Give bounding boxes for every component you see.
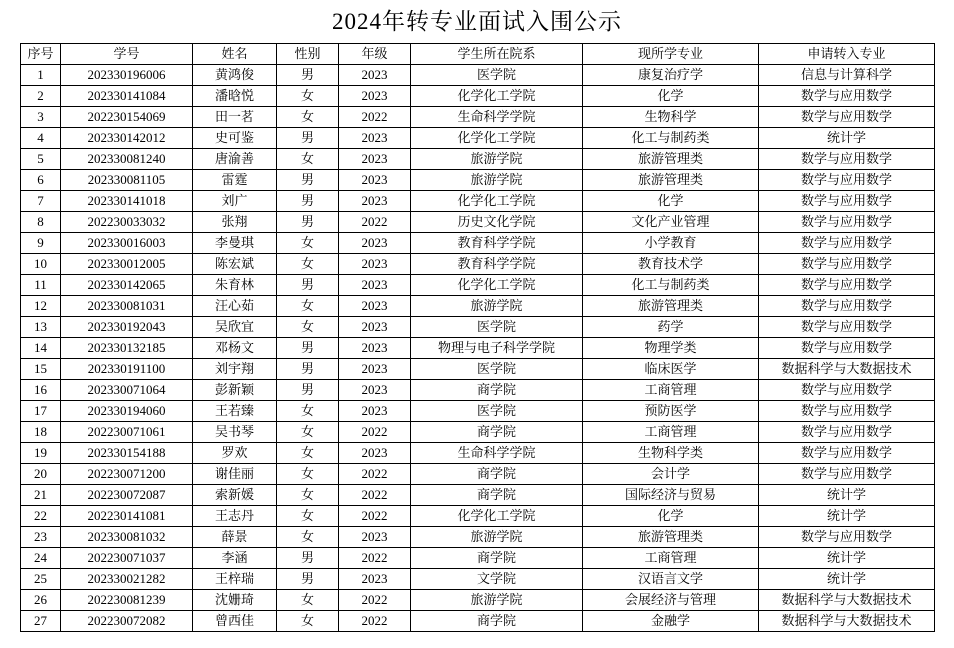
table-cell: 数据科学与大数据技术 [759, 610, 935, 631]
table-cell: 统计学 [759, 547, 935, 568]
table-cell: 男 [277, 211, 339, 232]
table-cell: 2 [21, 85, 61, 106]
column-header: 申请转入专业 [759, 43, 935, 64]
table-cell: 曾西佳 [193, 610, 277, 631]
table-cell: 数学与应用数学 [759, 253, 935, 274]
table-row [21, 358, 935, 379]
table-cell: 医学院 [411, 64, 583, 85]
table-row [21, 442, 935, 463]
table-cell: 化学化工学院 [411, 505, 583, 526]
table-cell: 2023 [339, 295, 411, 316]
table-cell: 19 [21, 442, 61, 463]
table-cell: 数据科学与大数据技术 [759, 589, 935, 610]
table-cell: 田一茗 [193, 106, 277, 127]
table-cell: 女 [277, 232, 339, 253]
table-cell: 教育科学学院 [411, 253, 583, 274]
table-cell: 202330142065 [61, 274, 193, 295]
table-cell: 生命科学学院 [411, 442, 583, 463]
table-cell: 商学院 [411, 463, 583, 484]
table-cell: 生物科学 [583, 106, 759, 127]
table-cell: 2023 [339, 442, 411, 463]
table-row [21, 526, 935, 547]
table-row [21, 85, 935, 106]
table-cell: 陈宏斌 [193, 253, 277, 274]
table-cell: 朱育林 [193, 274, 277, 295]
table-cell: 化工与制药类 [583, 127, 759, 148]
table-cell: 女 [277, 148, 339, 169]
table-cell: 2022 [339, 610, 411, 631]
table-cell: 女 [277, 442, 339, 463]
table-cell: 会展经济与管理 [583, 589, 759, 610]
table-cell: 2023 [339, 253, 411, 274]
table-cell: 化学化工学院 [411, 274, 583, 295]
table-cell: 数学与应用数学 [759, 211, 935, 232]
column-header: 现所学专业 [583, 43, 759, 64]
table-cell: 10 [21, 253, 61, 274]
table-cell: 8 [21, 211, 61, 232]
table-cell: 工商管理 [583, 379, 759, 400]
table-cell: 生命科学学院 [411, 106, 583, 127]
table-cell: 男 [277, 274, 339, 295]
table-cell: 数学与应用数学 [759, 232, 935, 253]
table-header [21, 43, 935, 64]
table-cell: 女 [277, 589, 339, 610]
table-cell: 工商管理 [583, 547, 759, 568]
table-cell: 2022 [339, 547, 411, 568]
table-cell: 药学 [583, 316, 759, 337]
table-cell: 202230072082 [61, 610, 193, 631]
table-cell: 康复治疗学 [583, 64, 759, 85]
table-cell: 数学与应用数学 [759, 337, 935, 358]
table-cell: 男 [277, 190, 339, 211]
table-row [21, 484, 935, 505]
table-cell: 教育科学学院 [411, 232, 583, 253]
table-cell: 202330016003 [61, 232, 193, 253]
table-cell: 女 [277, 484, 339, 505]
table-cell: 3 [21, 106, 61, 127]
table-cell: 202330191100 [61, 358, 193, 379]
table-cell: 26 [21, 589, 61, 610]
table-cell: 女 [277, 253, 339, 274]
table-cell: 刘宇翔 [193, 358, 277, 379]
table-header-row [21, 43, 935, 64]
table-cell: 2023 [339, 274, 411, 295]
column-header: 学生所在院系 [411, 43, 583, 64]
table-row [21, 106, 935, 127]
table-row [21, 169, 935, 190]
table-cell: 医学院 [411, 316, 583, 337]
table-cell: 2023 [339, 316, 411, 337]
table-cell: 医学院 [411, 400, 583, 421]
table-cell: 5 [21, 148, 61, 169]
table-row [21, 421, 935, 442]
table-cell: 12 [21, 295, 61, 316]
table-row [21, 148, 935, 169]
table-cell: 2023 [339, 190, 411, 211]
table-cell: 男 [277, 547, 339, 568]
column-header: 学号 [61, 43, 193, 64]
table-cell: 旅游学院 [411, 169, 583, 190]
table-row [21, 295, 935, 316]
table-row [21, 547, 935, 568]
table-cell: 商学院 [411, 547, 583, 568]
table-cell: 2023 [339, 568, 411, 589]
table-cell: 202330081105 [61, 169, 193, 190]
table-cell: 2022 [339, 463, 411, 484]
column-header: 年级 [339, 43, 411, 64]
table-row [21, 589, 935, 610]
table-cell: 2022 [339, 106, 411, 127]
table-cell: 202330141018 [61, 190, 193, 211]
table-cell: 数据科学与大数据技术 [759, 358, 935, 379]
table-cell: 2022 [339, 421, 411, 442]
table-cell: 数学与应用数学 [759, 463, 935, 484]
column-header: 姓名 [193, 43, 277, 64]
table-cell: 7 [21, 190, 61, 211]
table-cell: 22 [21, 505, 61, 526]
table-row [21, 316, 935, 337]
table-cell: 谢佳丽 [193, 463, 277, 484]
table-cell: 20 [21, 463, 61, 484]
table-cell: 汪心茹 [193, 295, 277, 316]
table-cell: 2023 [339, 358, 411, 379]
table-cell: 女 [277, 505, 339, 526]
table-cell: 化学化工学院 [411, 85, 583, 106]
table-cell: 王志丹 [193, 505, 277, 526]
table-cell: 史可鉴 [193, 127, 277, 148]
table-cell: 医学院 [411, 358, 583, 379]
table-cell: 化学 [583, 85, 759, 106]
table-cell: 2023 [339, 169, 411, 190]
table-cell: 薛景 [193, 526, 277, 547]
table-cell: 2023 [339, 232, 411, 253]
table-cell: 商学院 [411, 379, 583, 400]
table-cell: 雷霆 [193, 169, 277, 190]
table-cell: 4 [21, 127, 61, 148]
table-cell: 男 [277, 358, 339, 379]
table-row [21, 379, 935, 400]
table-cell: 旅游管理类 [583, 148, 759, 169]
table-cell: 2023 [339, 379, 411, 400]
table-cell: 旅游管理类 [583, 526, 759, 547]
table-cell: 6 [21, 169, 61, 190]
table-cell: 统计学 [759, 484, 935, 505]
table-cell: 女 [277, 526, 339, 547]
table-row [21, 127, 935, 148]
table-row [21, 253, 935, 274]
table-cell: 统计学 [759, 568, 935, 589]
table-cell: 吴书琴 [193, 421, 277, 442]
table-cell: 202230154069 [61, 106, 193, 127]
table-cell: 2023 [339, 64, 411, 85]
table-cell: 男 [277, 127, 339, 148]
table-cell: 商学院 [411, 484, 583, 505]
table-cell: 汉语言文学 [583, 568, 759, 589]
table-cell: 数学与应用数学 [759, 400, 935, 421]
table-cell: 2022 [339, 484, 411, 505]
table-cell: 沈姗琦 [193, 589, 277, 610]
table-cell: 化学 [583, 505, 759, 526]
table-row [21, 610, 935, 631]
table-cell: 数学与应用数学 [759, 190, 935, 211]
table-cell: 数学与应用数学 [759, 148, 935, 169]
table-cell: 男 [277, 64, 339, 85]
table-cell: 25 [21, 568, 61, 589]
table-cell: 邓杨文 [193, 337, 277, 358]
column-header: 性别 [277, 43, 339, 64]
column-header: 序号 [21, 43, 61, 64]
table-cell: 生物科学类 [583, 442, 759, 463]
table-cell: 小学教育 [583, 232, 759, 253]
table-cell: 历史文化学院 [411, 211, 583, 232]
table-cell: 数学与应用数学 [759, 274, 935, 295]
table-cell: 唐渝善 [193, 148, 277, 169]
table-cell: 国际经济与贸易 [583, 484, 759, 505]
table-cell: 2023 [339, 337, 411, 358]
table-cell: 2022 [339, 589, 411, 610]
table-cell: 商学院 [411, 421, 583, 442]
table-row [21, 568, 935, 589]
table-body [21, 64, 935, 631]
table-cell: 202330192043 [61, 316, 193, 337]
table-cell: 文学院 [411, 568, 583, 589]
table-cell: 统计学 [759, 505, 935, 526]
table-cell: 202230081239 [61, 589, 193, 610]
table-cell: 数学与应用数学 [759, 421, 935, 442]
table-cell: 202330081032 [61, 526, 193, 547]
table-cell: 教育技术学 [583, 253, 759, 274]
table-cell: 旅游学院 [411, 148, 583, 169]
table-row [21, 337, 935, 358]
table-row [21, 64, 935, 85]
table-cell: 202330012005 [61, 253, 193, 274]
table-cell: 202230071061 [61, 421, 193, 442]
table-cell: 数学与应用数学 [759, 442, 935, 463]
table-cell: 14 [21, 337, 61, 358]
table-cell: 金融学 [583, 610, 759, 631]
table-cell: 2023 [339, 85, 411, 106]
table-cell: 15 [21, 358, 61, 379]
table-cell: 罗欢 [193, 442, 277, 463]
table-cell: 202230072087 [61, 484, 193, 505]
table-cell: 索新媛 [193, 484, 277, 505]
table-row [21, 190, 935, 211]
table-cell: 黄鸿俊 [193, 64, 277, 85]
table-cell: 文化产业管理 [583, 211, 759, 232]
table-row [21, 463, 935, 484]
table-cell: 王若臻 [193, 400, 277, 421]
table-cell: 刘广 [193, 190, 277, 211]
table-cell: 会计学 [583, 463, 759, 484]
table-cell: 202330021282 [61, 568, 193, 589]
table-cell: 11 [21, 274, 61, 295]
table-cell: 李曼琪 [193, 232, 277, 253]
table-cell: 王梓瑞 [193, 568, 277, 589]
table-cell: 女 [277, 106, 339, 127]
table-cell: 化学化工学院 [411, 127, 583, 148]
table-cell: 18 [21, 421, 61, 442]
table-cell: 女 [277, 610, 339, 631]
table-cell: 202230071200 [61, 463, 193, 484]
table-cell: 女 [277, 295, 339, 316]
table-row [21, 505, 935, 526]
table-cell: 李涵 [193, 547, 277, 568]
table-cell: 2023 [339, 127, 411, 148]
table-cell: 21 [21, 484, 61, 505]
table-cell: 物理学类 [583, 337, 759, 358]
table-cell: 临床医学 [583, 358, 759, 379]
table-cell: 24 [21, 547, 61, 568]
table-cell: 数学与应用数学 [759, 316, 935, 337]
table-cell: 数学与应用数学 [759, 379, 935, 400]
table-cell: 202330142012 [61, 127, 193, 148]
table-cell: 202330081031 [61, 295, 193, 316]
table-cell: 202230033032 [61, 211, 193, 232]
table-cell: 男 [277, 568, 339, 589]
table-cell: 男 [277, 379, 339, 400]
page-title: 2024年转专业面试入围公示 [332, 9, 622, 34]
table-cell: 202230071037 [61, 547, 193, 568]
table-cell: 吴欣宜 [193, 316, 277, 337]
table-cell: 13 [21, 316, 61, 337]
table-cell: 彭新颖 [193, 379, 277, 400]
table-row [21, 400, 935, 421]
table-cell: 数学与应用数学 [759, 85, 935, 106]
table-cell: 23 [21, 526, 61, 547]
table-cell: 信息与计算科学 [759, 64, 935, 85]
table-cell: 旅游管理类 [583, 295, 759, 316]
table-cell: 数学与应用数学 [759, 106, 935, 127]
table-cell: 202330141084 [61, 85, 193, 106]
table-cell: 女 [277, 421, 339, 442]
table-cell: 工商管理 [583, 421, 759, 442]
table-cell: 202330081240 [61, 148, 193, 169]
table-cell: 旅游学院 [411, 295, 583, 316]
table-cell: 物理与电子科学学院 [411, 337, 583, 358]
table-cell: 202330071064 [61, 379, 193, 400]
table-cell: 化学化工学院 [411, 190, 583, 211]
table-cell: 女 [277, 316, 339, 337]
table-cell: 潘晗悦 [193, 85, 277, 106]
table-container [0, 43, 954, 632]
table-cell: 数学与应用数学 [759, 169, 935, 190]
table-cell: 旅游学院 [411, 526, 583, 547]
table-cell: 202330132185 [61, 337, 193, 358]
table-cell: 2022 [339, 505, 411, 526]
table-cell: 1 [21, 64, 61, 85]
table-cell: 2023 [339, 526, 411, 547]
table-row [21, 274, 935, 295]
table-cell: 化工与制药类 [583, 274, 759, 295]
table-cell: 旅游管理类 [583, 169, 759, 190]
table-cell: 202330196006 [61, 64, 193, 85]
table-row [21, 232, 935, 253]
table-cell: 17 [21, 400, 61, 421]
table-cell: 2023 [339, 148, 411, 169]
table-row [21, 211, 935, 232]
table-cell: 202230141081 [61, 505, 193, 526]
table-cell: 数学与应用数学 [759, 526, 935, 547]
table-cell: 2022 [339, 211, 411, 232]
table-cell: 16 [21, 379, 61, 400]
table-cell: 旅游学院 [411, 589, 583, 610]
table-cell: 女 [277, 85, 339, 106]
table-cell: 202330154188 [61, 442, 193, 463]
table-cell: 数学与应用数学 [759, 295, 935, 316]
table-cell: 2023 [339, 400, 411, 421]
table-cell: 女 [277, 400, 339, 421]
table-cell: 预防医学 [583, 400, 759, 421]
table-cell: 9 [21, 232, 61, 253]
table-cell: 统计学 [759, 127, 935, 148]
table-cell: 女 [277, 463, 339, 484]
roster-table [20, 43, 935, 632]
table-cell: 27 [21, 610, 61, 631]
table-cell: 张翔 [193, 211, 277, 232]
table-cell: 商学院 [411, 610, 583, 631]
table-cell: 男 [277, 169, 339, 190]
table-cell: 202330194060 [61, 400, 193, 421]
table-cell: 化学 [583, 190, 759, 211]
table-cell: 男 [277, 337, 339, 358]
